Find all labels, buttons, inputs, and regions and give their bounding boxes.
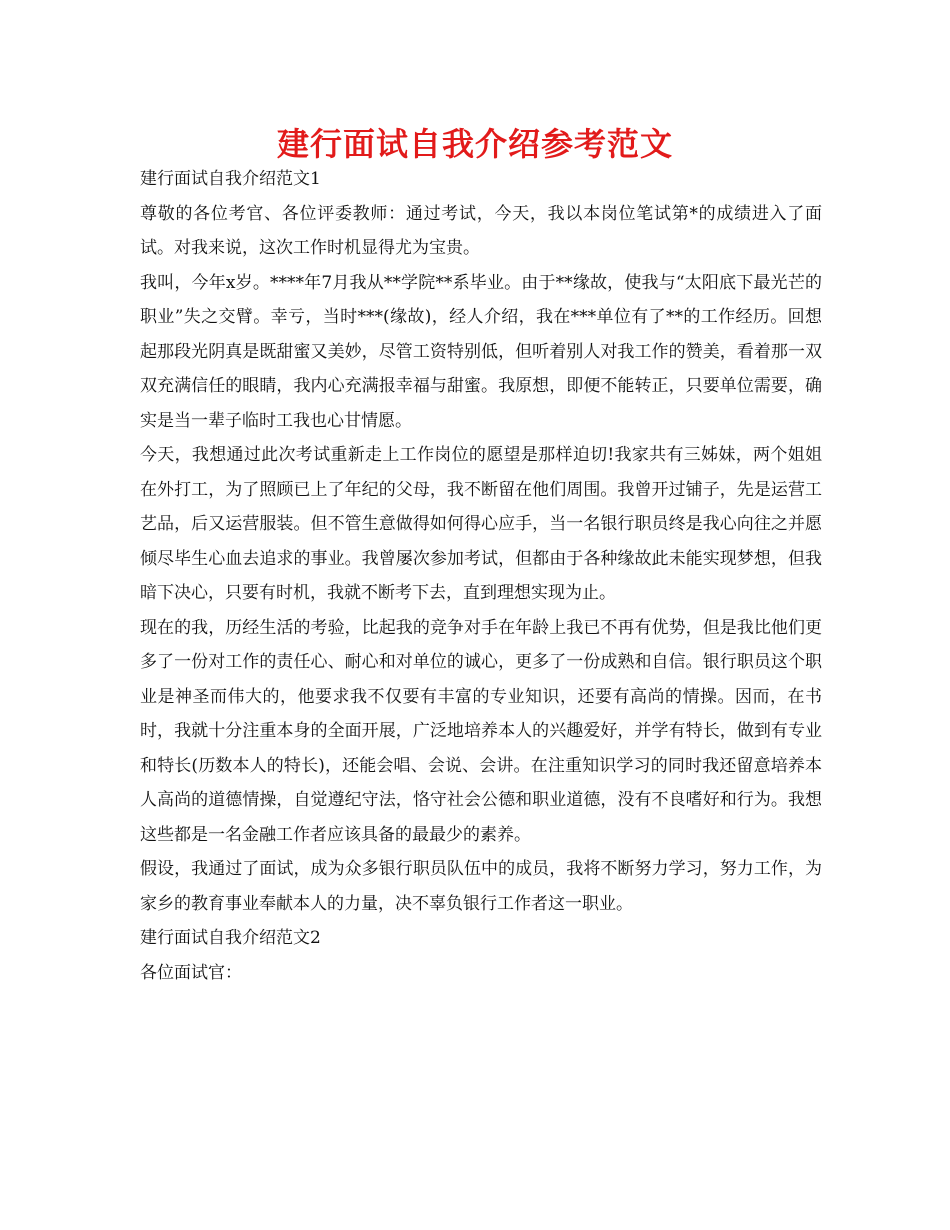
- body-paragraph: 今天，我想通过此次考试重新走上工作岗位的愿望是那样迫切!我家共有三姊妹，两个姐姐在外打工，为了照顾已上了年纪的父母，我不断留在他们周围。我曾开过铺子，先是运营工艺品，后又运营服装。但不管生意做得如何得心应手，当一名银行职员终是我心向往之并愿倾尽毕生心血去追求的事业。我曾屡次参加考试，但都由于各种缘故此未能实现梦想，但我暗下决心，只要有时机，我就不断考下去，直到理想实现为止。: [140, 445, 822, 603]
- section-heading: 建行面试自我介绍范文1: [140, 169, 321, 189]
- section-heading: 建行面试自我介绍范文2: [140, 928, 321, 948]
- body-paragraph: 假设，我通过了面试，成为众多银行职员队伍中的成员，我将不断努力学习，努力工作，为家乡的教育事业奉献本人的力量，决不辜负银行工作者这一职业。: [140, 859, 822, 914]
- body-paragraph: 现在的我，历经生活的考验，比起我的竞争对手在年龄上我已不再有优势，但是我比他们更多了一份对工作的责任心、耐心和对单位的诚心，更多了一份成熟和自信。银行职员这个职业是神圣而伟大的，他要求我不仅要有丰富的专业知识，还要有高尚的情操。因而，在书时，我就十分注重本身的全面开展，广泛地培养本人的兴趣爱好，并学有特长，做到有专业和特长(历数本人的特长)，还能会唱、会说、会讲。在注重知识学习的同时我还留意培养本人高尚的道德情操，自觉遵纪守法，恪守社会公德和职业道德，没有不良嗜好和行为。我想这些都是一名金融工作者应该具备的最最少的素养。: [140, 617, 822, 845]
- document-body: [140, 162, 822, 990]
- salutation: 各位面试官：: [140, 962, 242, 983]
- body-paragraph: 我叫，今年x岁。****年7月我从**学院**系毕业。由于**缘故，使我与“太阳底下最光芒的职业”失之交臂。幸亏，当时***(缘故)，经人介绍，我在***单位有了**的工作经历。回想起那段光阴真是既甜蜜又美妙，尽管工资特别低，但听着别人对我工作的赞美，看着那一双双充满信任的眼睛，我内心充满报幸福与甜蜜。我原想，即便不能转正，只要单位需要，确实是当一辈子临时工我也心甘情愿。: [140, 272, 822, 431]
- body-paragraph: 尊敬的各位考官、各位评委教师：通过考试，今天，我以本岗位笔试第*的成绩进入了面试。对我来说，这次工作时机显得尤为宝贵。: [140, 203, 822, 258]
- document-title: 建行面试自我介绍参考范文: [276, 125, 673, 163]
